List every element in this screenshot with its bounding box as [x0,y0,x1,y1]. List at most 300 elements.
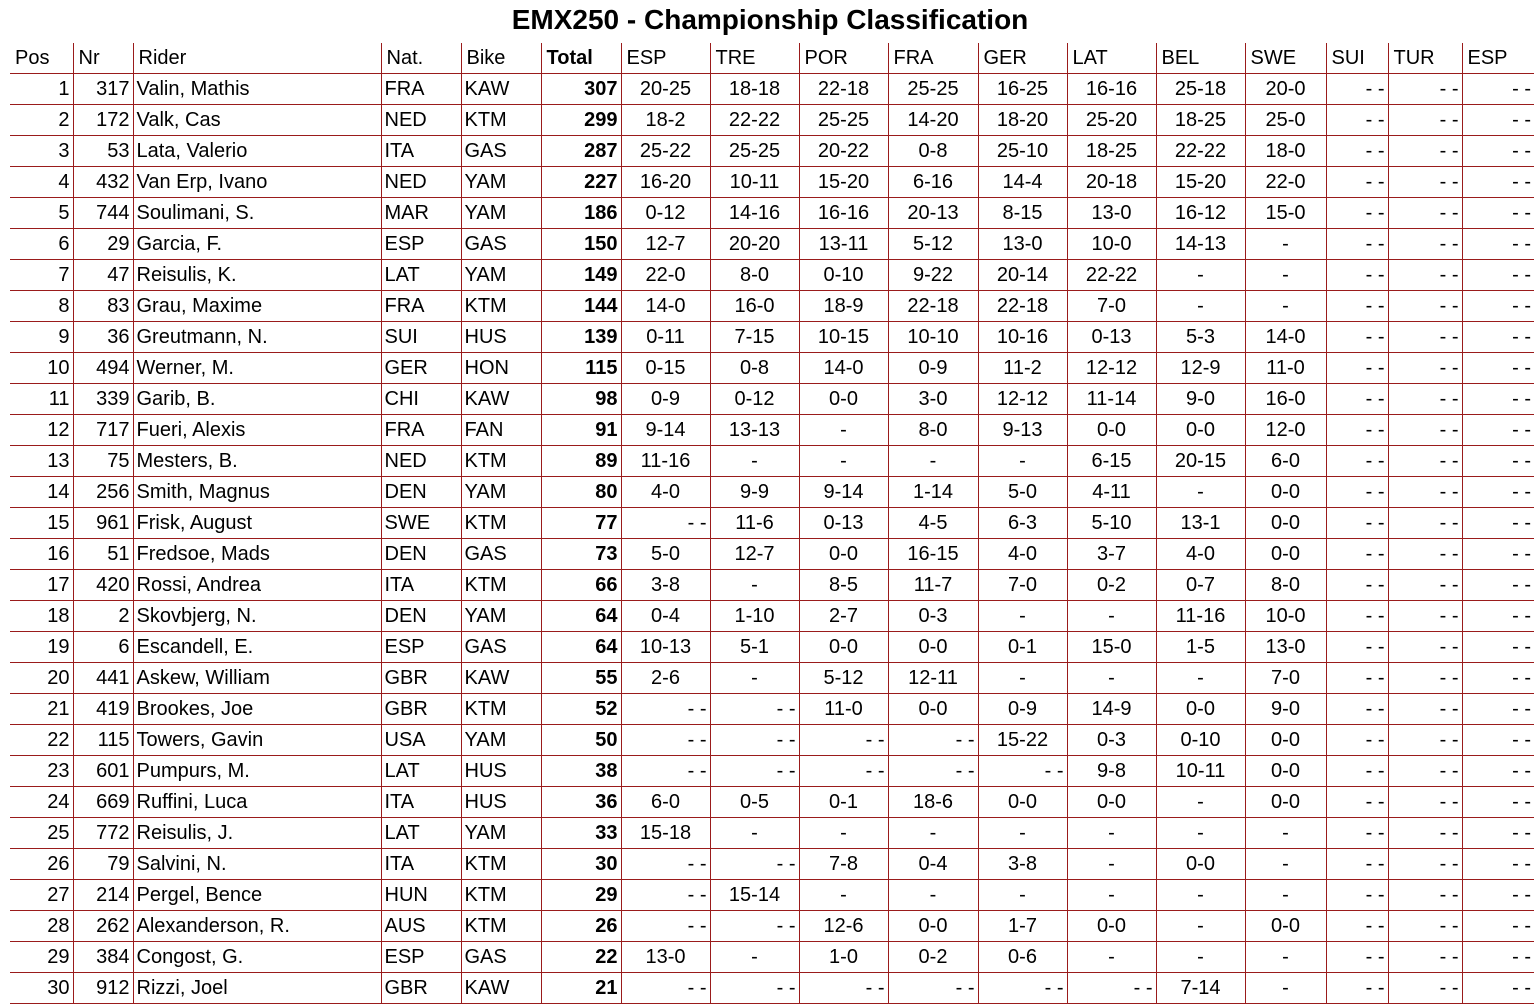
position-cell: 16 [10,539,73,570]
race-result-cell: 25-0 [1245,105,1326,136]
total-points-cell: 115 [541,353,621,384]
race-result-cell: 16-0 [1245,384,1326,415]
race-result-cell: - [1156,477,1245,508]
race-result-cell: 9-0 [1156,384,1245,415]
race-result-cell: 14-9 [1067,694,1156,725]
race-result-cell: - [1245,291,1326,322]
column-header-esp: ESP [621,43,710,74]
race-result-cell: - - [1326,849,1388,880]
race-result-cell: 12-6 [799,911,888,942]
race-result-cell: 12-7 [710,539,799,570]
table-row [10,415,1534,446]
position-cell: 27 [10,880,73,911]
table-row [10,539,1534,570]
race-result-cell: 16-16 [799,198,888,229]
race-result-cell: 25-25 [799,105,888,136]
race-result-cell: - - [1388,694,1462,725]
race-result-cell: 15-20 [799,167,888,198]
race-result-cell: 13-11 [799,229,888,260]
race-result-cell: 4-0 [621,477,710,508]
race-result-cell: 12-11 [888,663,978,694]
race-result-cell: - [1245,880,1326,911]
race-result-cell: - - [1462,167,1534,198]
race-result-cell: 4-0 [978,539,1067,570]
race-result-cell: - - [621,973,710,1004]
race-result-cell: - - [1388,508,1462,539]
race-result-cell: - - [1388,446,1462,477]
total-points-cell: 73 [541,539,621,570]
race-result-cell: - - [621,911,710,942]
race-result-cell: 7-0 [1245,663,1326,694]
race-result-cell: 20-18 [1067,167,1156,198]
bike-cell: GAS [461,632,541,663]
rider-name-cell: Grau, Maxime [133,291,381,322]
race-result-cell: - - [1326,787,1388,818]
total-points-cell: 36 [541,787,621,818]
rider-name-cell: Alexanderson, R. [133,911,381,942]
race-result-cell: 10-11 [710,167,799,198]
number-cell: 51 [73,539,133,570]
nationality-cell: ESP [381,632,461,663]
number-cell: 47 [73,260,133,291]
race-result-cell: 6-16 [888,167,978,198]
race-result-cell: - - [1462,105,1534,136]
total-points-cell: 26 [541,911,621,942]
race-result-cell: - [978,818,1067,849]
race-result-cell: - - [1326,322,1388,353]
race-result-cell: - [1067,818,1156,849]
table-row [10,942,1534,973]
rider-name-cell: Lata, Valerio [133,136,381,167]
total-points-cell: 33 [541,818,621,849]
table-row [10,849,1534,880]
bike-cell: GAS [461,136,541,167]
table-row [10,291,1534,322]
total-points-cell: 80 [541,477,621,508]
race-result-cell: 14-0 [621,291,710,322]
rider-name-cell: Smith, Magnus [133,477,381,508]
total-points-cell: 89 [541,446,621,477]
race-result-cell: - - [1462,942,1534,973]
position-cell: 3 [10,136,73,167]
rider-name-cell: Pumpurs, M. [133,756,381,787]
race-result-cell: 0-0 [799,539,888,570]
number-cell: 717 [73,415,133,446]
nationality-cell: ESP [381,229,461,260]
bike-cell: KTM [461,911,541,942]
race-result-cell: 0-0 [888,694,978,725]
race-result-cell: 0-8 [888,136,978,167]
total-points-cell: 52 [541,694,621,725]
total-points-cell: 77 [541,508,621,539]
race-result-cell: - [1067,601,1156,632]
race-result-cell: - - [1462,818,1534,849]
race-result-cell: - - [1388,291,1462,322]
race-result-cell: 18-9 [799,291,888,322]
table-row [10,384,1534,415]
race-result-cell: - - [1462,694,1534,725]
table-row [10,570,1534,601]
race-result-cell: - - [1462,911,1534,942]
number-cell: 36 [73,322,133,353]
race-result-cell: 9-14 [621,415,710,446]
race-result-cell: 5-12 [888,229,978,260]
race-result-cell: - - [710,694,799,725]
race-result-cell: 16-16 [1067,74,1156,105]
bike-cell: HUS [461,787,541,818]
race-result-cell: - - [1326,508,1388,539]
race-result-cell: 13-0 [1245,632,1326,663]
position-cell: 9 [10,322,73,353]
race-result-cell: - - [1326,198,1388,229]
race-result-cell: 1-7 [978,911,1067,942]
rider-name-cell: Reisulis, J. [133,818,381,849]
number-cell: 441 [73,663,133,694]
number-cell: 115 [73,725,133,756]
race-result-cell: 3-8 [978,849,1067,880]
bike-cell: KTM [461,694,541,725]
race-result-cell: 0-0 [1067,911,1156,942]
bike-cell: KAW [461,384,541,415]
number-cell: 420 [73,570,133,601]
race-result-cell: - [888,818,978,849]
position-cell: 4 [10,167,73,198]
race-result-cell: - - [1388,849,1462,880]
race-result-cell: - [1245,229,1326,260]
race-result-cell: 5-3 [1156,322,1245,353]
number-cell: 75 [73,446,133,477]
race-result-cell: 14-4 [978,167,1067,198]
race-result-cell: - - [1326,105,1388,136]
race-result-cell: - - [621,694,710,725]
position-cell: 28 [10,911,73,942]
race-result-cell: - [1067,880,1156,911]
race-result-cell: 12-12 [978,384,1067,415]
table-row [10,694,1534,725]
position-cell: 26 [10,849,73,880]
race-result-cell: - - [710,756,799,787]
race-result-cell: 25-18 [1156,74,1245,105]
column-header-por: POR [799,43,888,74]
race-result-cell: 5-0 [978,477,1067,508]
race-result-cell: - - [1388,136,1462,167]
number-cell: 744 [73,198,133,229]
race-result-cell: 9-8 [1067,756,1156,787]
position-cell: 14 [10,477,73,508]
race-result-cell: - - [1388,632,1462,663]
race-result-cell: - - [1462,384,1534,415]
position-cell: 5 [10,198,73,229]
race-result-cell: - [1156,260,1245,291]
number-cell: 79 [73,849,133,880]
table-row [10,508,1534,539]
table-row [10,756,1534,787]
race-result-cell: - - [1388,167,1462,198]
bike-cell: KTM [461,849,541,880]
race-result-cell: - - [1326,663,1388,694]
race-result-cell: 0-0 [888,911,978,942]
race-result-cell: - - [1388,229,1462,260]
race-result-cell: 9-0 [1245,694,1326,725]
race-result-cell: - - [621,849,710,880]
race-result-cell: 22-22 [710,105,799,136]
total-points-cell: 307 [541,74,621,105]
position-cell: 18 [10,601,73,632]
number-cell: 317 [73,74,133,105]
race-result-cell: - - [1462,570,1534,601]
race-result-cell: - - [1462,849,1534,880]
bike-cell: KTM [461,446,541,477]
nationality-cell: HUN [381,880,461,911]
race-result-cell: - - [1326,74,1388,105]
race-result-cell: - - [1388,539,1462,570]
race-result-cell: 18-0 [1245,136,1326,167]
race-result-cell: 5-12 [799,663,888,694]
race-result-cell: - [1156,942,1245,973]
bike-cell: KAW [461,663,541,694]
race-result-cell: - [978,446,1067,477]
race-result-cell: 18-18 [710,74,799,105]
race-result-cell: 20-0 [1245,74,1326,105]
race-result-cell: 14-16 [710,198,799,229]
total-points-cell: 38 [541,756,621,787]
race-result-cell: 0-6 [978,942,1067,973]
table-row [10,167,1534,198]
race-result-cell: - [978,601,1067,632]
total-points-cell: 91 [541,415,621,446]
column-header-tre: TRE [710,43,799,74]
race-result-cell: 0-0 [978,787,1067,818]
race-result-cell: 12-12 [1067,353,1156,384]
race-result-cell: - - [1462,260,1534,291]
total-points-cell: 144 [541,291,621,322]
race-result-cell: 10-16 [978,322,1067,353]
nationality-cell: FRA [381,291,461,322]
race-result-cell: 0-0 [1245,477,1326,508]
race-result-cell: 25-25 [710,136,799,167]
race-result-cell: 8-15 [978,198,1067,229]
race-result-cell: - - [710,973,799,1004]
rider-name-cell: Soulimani, S. [133,198,381,229]
race-result-cell: 1-5 [1156,632,1245,663]
race-result-cell: - - [1326,446,1388,477]
race-result-cell: - - [888,973,978,1004]
race-result-cell: - - [1388,384,1462,415]
race-result-cell: 15-18 [621,818,710,849]
race-result-cell: - [1245,973,1326,1004]
race-result-cell: - [1067,663,1156,694]
rider-name-cell: Van Erp, Ivano [133,167,381,198]
bike-cell: YAM [461,477,541,508]
number-cell: 432 [73,167,133,198]
table-row [10,198,1534,229]
race-result-cell: - [710,818,799,849]
table-row [10,973,1534,1004]
race-result-cell: - [1156,818,1245,849]
race-result-cell: - - [799,973,888,1004]
race-result-cell: 1-10 [710,601,799,632]
race-result-cell: 9-14 [799,477,888,508]
race-result-cell: - - [1326,632,1388,663]
nationality-cell: ITA [381,849,461,880]
column-header-rider: Rider [133,43,381,74]
total-points-cell: 139 [541,322,621,353]
race-result-cell: 15-0 [1245,198,1326,229]
race-result-cell: - - [799,725,888,756]
position-cell: 8 [10,291,73,322]
number-cell: 2 [73,601,133,632]
bike-cell: YAM [461,725,541,756]
column-header-bike: Bike [461,43,541,74]
nationality-cell: NED [381,167,461,198]
number-cell: 772 [73,818,133,849]
race-result-cell: 0-10 [799,260,888,291]
column-header-sui: SUI [1326,43,1388,74]
nationality-cell: ITA [381,570,461,601]
bike-cell: HUS [461,756,541,787]
race-result-cell: 20-13 [888,198,978,229]
race-result-cell: - - [978,973,1067,1004]
race-result-cell: 0-0 [1156,849,1245,880]
race-result-cell: - - [1388,322,1462,353]
race-result-cell: 18-2 [621,105,710,136]
race-result-cell: - [1156,291,1245,322]
table-row [10,322,1534,353]
nationality-cell: ESP [381,942,461,973]
bike-cell: KAW [461,74,541,105]
race-result-cell: - - [1462,756,1534,787]
table-row [10,260,1534,291]
race-result-cell: - - [1326,167,1388,198]
race-result-cell: - - [710,849,799,880]
race-result-cell: - [978,663,1067,694]
race-result-cell: 15-14 [710,880,799,911]
race-result-cell: 8-0 [888,415,978,446]
race-result-cell: 22-18 [888,291,978,322]
race-result-cell: - - [1388,570,1462,601]
race-result-cell: - - [1462,787,1534,818]
race-result-cell: 13-0 [621,942,710,973]
race-result-cell: - [1156,787,1245,818]
nationality-cell: SWE [381,508,461,539]
race-result-cell: - - [1326,601,1388,632]
race-result-cell: - - [710,725,799,756]
race-result-cell: - - [1388,942,1462,973]
race-result-cell: - - [1388,601,1462,632]
rider-name-cell: Rizzi, Joel [133,973,381,1004]
race-result-cell: 0-0 [888,632,978,663]
nationality-cell: NED [381,446,461,477]
race-result-cell: 2-7 [799,601,888,632]
race-result-cell: 0-12 [621,198,710,229]
total-points-cell: 21 [541,973,621,1004]
table-row [10,353,1534,384]
race-result-cell: 3-0 [888,384,978,415]
race-result-cell: - - [1462,880,1534,911]
race-result-cell: 0-13 [1067,322,1156,353]
number-cell: 601 [73,756,133,787]
race-result-cell: 11-6 [710,508,799,539]
race-result-cell: 0-2 [888,942,978,973]
race-result-cell: - [1067,942,1156,973]
nationality-cell: DEN [381,601,461,632]
bike-cell: KTM [461,570,541,601]
race-result-cell: - - [1462,74,1534,105]
race-result-cell: 13-0 [978,229,1067,260]
total-points-cell: 287 [541,136,621,167]
race-result-cell: 15-0 [1067,632,1156,663]
column-header-nr: Nr [73,43,133,74]
race-result-cell: 0-4 [888,849,978,880]
rider-name-cell: Garcia, F. [133,229,381,260]
column-header-fra: FRA [888,43,978,74]
number-cell: 262 [73,911,133,942]
race-result-cell: - - [1388,787,1462,818]
race-result-cell: 13-1 [1156,508,1245,539]
race-result-cell: 0-4 [621,601,710,632]
race-result-cell: 9-13 [978,415,1067,446]
race-result-cell: - - [1388,973,1462,1004]
rider-name-cell: Pergel, Bence [133,880,381,911]
race-result-cell: - - [1326,911,1388,942]
race-result-cell: 14-20 [888,105,978,136]
position-cell: 6 [10,229,73,260]
race-result-cell: 22-18 [978,291,1067,322]
race-result-cell: - - [1462,632,1534,663]
bike-cell: GAS [461,229,541,260]
race-result-cell: 0-7 [1156,570,1245,601]
bike-cell: YAM [461,198,541,229]
race-result-cell: 1-0 [799,942,888,973]
race-result-cell: 7-14 [1156,973,1245,1004]
position-cell: 1 [10,74,73,105]
rider-name-cell: Brookes, Joe [133,694,381,725]
position-cell: 21 [10,694,73,725]
race-result-cell: - - [1388,260,1462,291]
race-result-cell: 1-14 [888,477,978,508]
total-points-cell: 149 [541,260,621,291]
race-result-cell: 22-0 [1245,167,1326,198]
race-result-cell: 6-0 [621,787,710,818]
nationality-cell: CHI [381,384,461,415]
race-result-cell: - - [1388,725,1462,756]
race-result-cell: 5-1 [710,632,799,663]
race-result-cell: 25-22 [621,136,710,167]
race-result-cell: 22-22 [1156,136,1245,167]
table-row [10,74,1534,105]
nationality-cell: MAR [381,198,461,229]
race-result-cell: 4-0 [1156,539,1245,570]
race-result-cell: - [710,446,799,477]
race-result-cell: 18-6 [888,787,978,818]
race-result-cell: - [710,570,799,601]
race-result-cell: 15-22 [978,725,1067,756]
total-points-cell: 55 [541,663,621,694]
position-cell: 19 [10,632,73,663]
race-result-cell: 11-0 [1245,353,1326,384]
number-cell: 172 [73,105,133,136]
race-result-cell: 25-10 [978,136,1067,167]
race-result-cell: 0-0 [1245,508,1326,539]
race-result-cell: 12-9 [1156,353,1245,384]
race-result-cell: - [710,942,799,973]
race-result-cell: 0-0 [1245,787,1326,818]
column-header-esp-2: ESP [1462,43,1534,74]
column-header-lat: LAT [1067,43,1156,74]
rider-name-cell: Rossi, Andrea [133,570,381,601]
race-result-cell: - - [978,756,1067,787]
number-cell: 912 [73,973,133,1004]
